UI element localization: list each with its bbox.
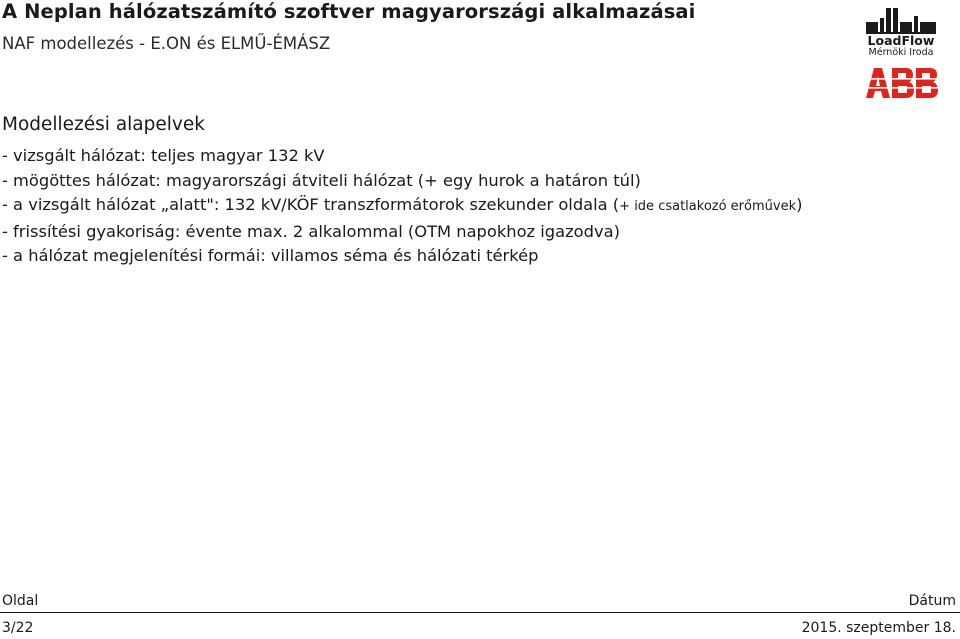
page-label: Oldal bbox=[2, 593, 39, 609]
bullet-item: - a hálózat megjelenítési formái: villamos séma és hálózati térkép bbox=[2, 246, 539, 266]
slide-subtitle: NAF modellezés - E.ON és ELMŰ-ÉMÁSZ bbox=[2, 34, 331, 53]
date-label: Dátum bbox=[908, 593, 956, 609]
bullet-item: - vizsgált hálózat: teljes magyar 132 kV bbox=[2, 146, 325, 165]
loadflow-subtitle: Mérnöki Iroda bbox=[868, 47, 934, 58]
page-number: 3/22 bbox=[2, 620, 34, 636]
loadflow-logo-icon bbox=[866, 8, 936, 34]
loadflow-name: LoadFlow bbox=[867, 33, 935, 48]
abb-logo-icon bbox=[866, 68, 938, 98]
bullet-list bbox=[2, 144, 802, 269]
loadflow-logo bbox=[862, 8, 940, 56]
section-heading: Modellezési alapelvek bbox=[2, 114, 205, 135]
bullet-item: - a vizsgált hálózat „alatt": 132 kV/KÖF transzformátorok szekunder oldala (+ ide csatlakozó erőművek) bbox=[2, 195, 803, 215]
bullet-small-text: + ide csatlakozó erőművek bbox=[619, 199, 797, 215]
bullet-item: - frissítési gyakoriság: évente max. 2 alkalommal (OTM napokhoz igazodva) bbox=[2, 221, 620, 241]
logo-area bbox=[862, 8, 940, 100]
bullet-item: - mögöttes hálózat: magyarországi átviteli hálózat (+ egy hurok a határon túl) bbox=[2, 170, 641, 190]
slide-title: A Neplan hálózatszámító szoftver magyarországi alkalmazásai bbox=[2, 0, 696, 23]
date-value: 2015. szeptember 18. bbox=[801, 620, 956, 636]
footer-divider bbox=[0, 612, 960, 613]
